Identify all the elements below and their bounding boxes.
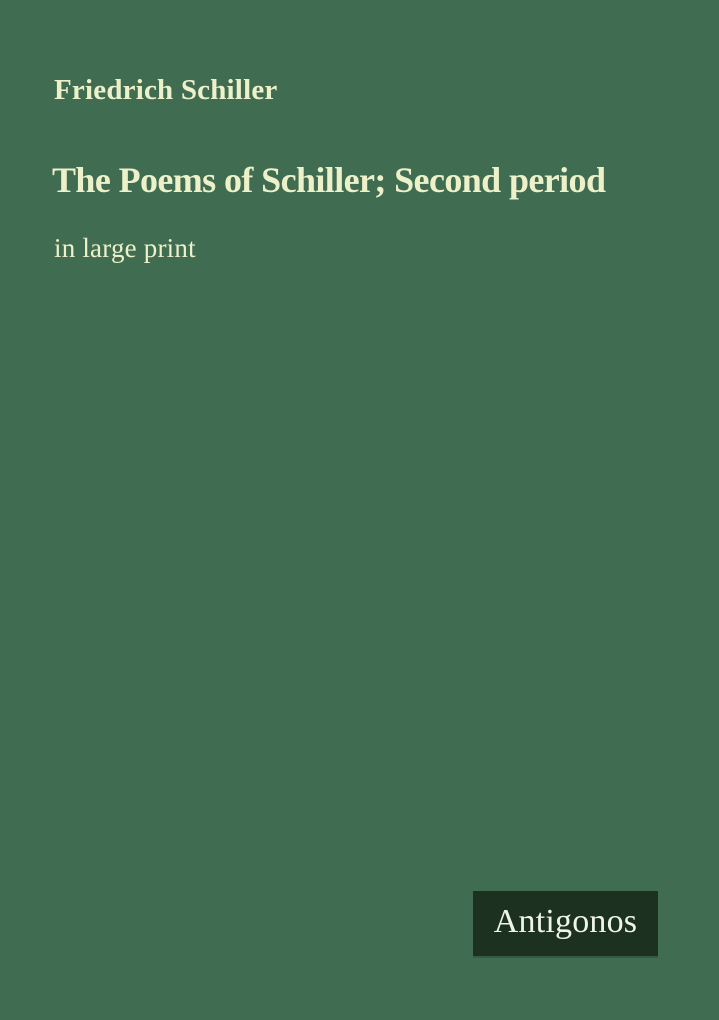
author-name: Friedrich Schiller: [54, 74, 278, 106]
publisher-name: Antigonos: [493, 902, 638, 940]
book-subtitle: in large print: [54, 233, 196, 263]
book-title: The Poems of Schiller; Second period: [52, 160, 606, 200]
publisher-logo-box: [473, 891, 658, 956]
